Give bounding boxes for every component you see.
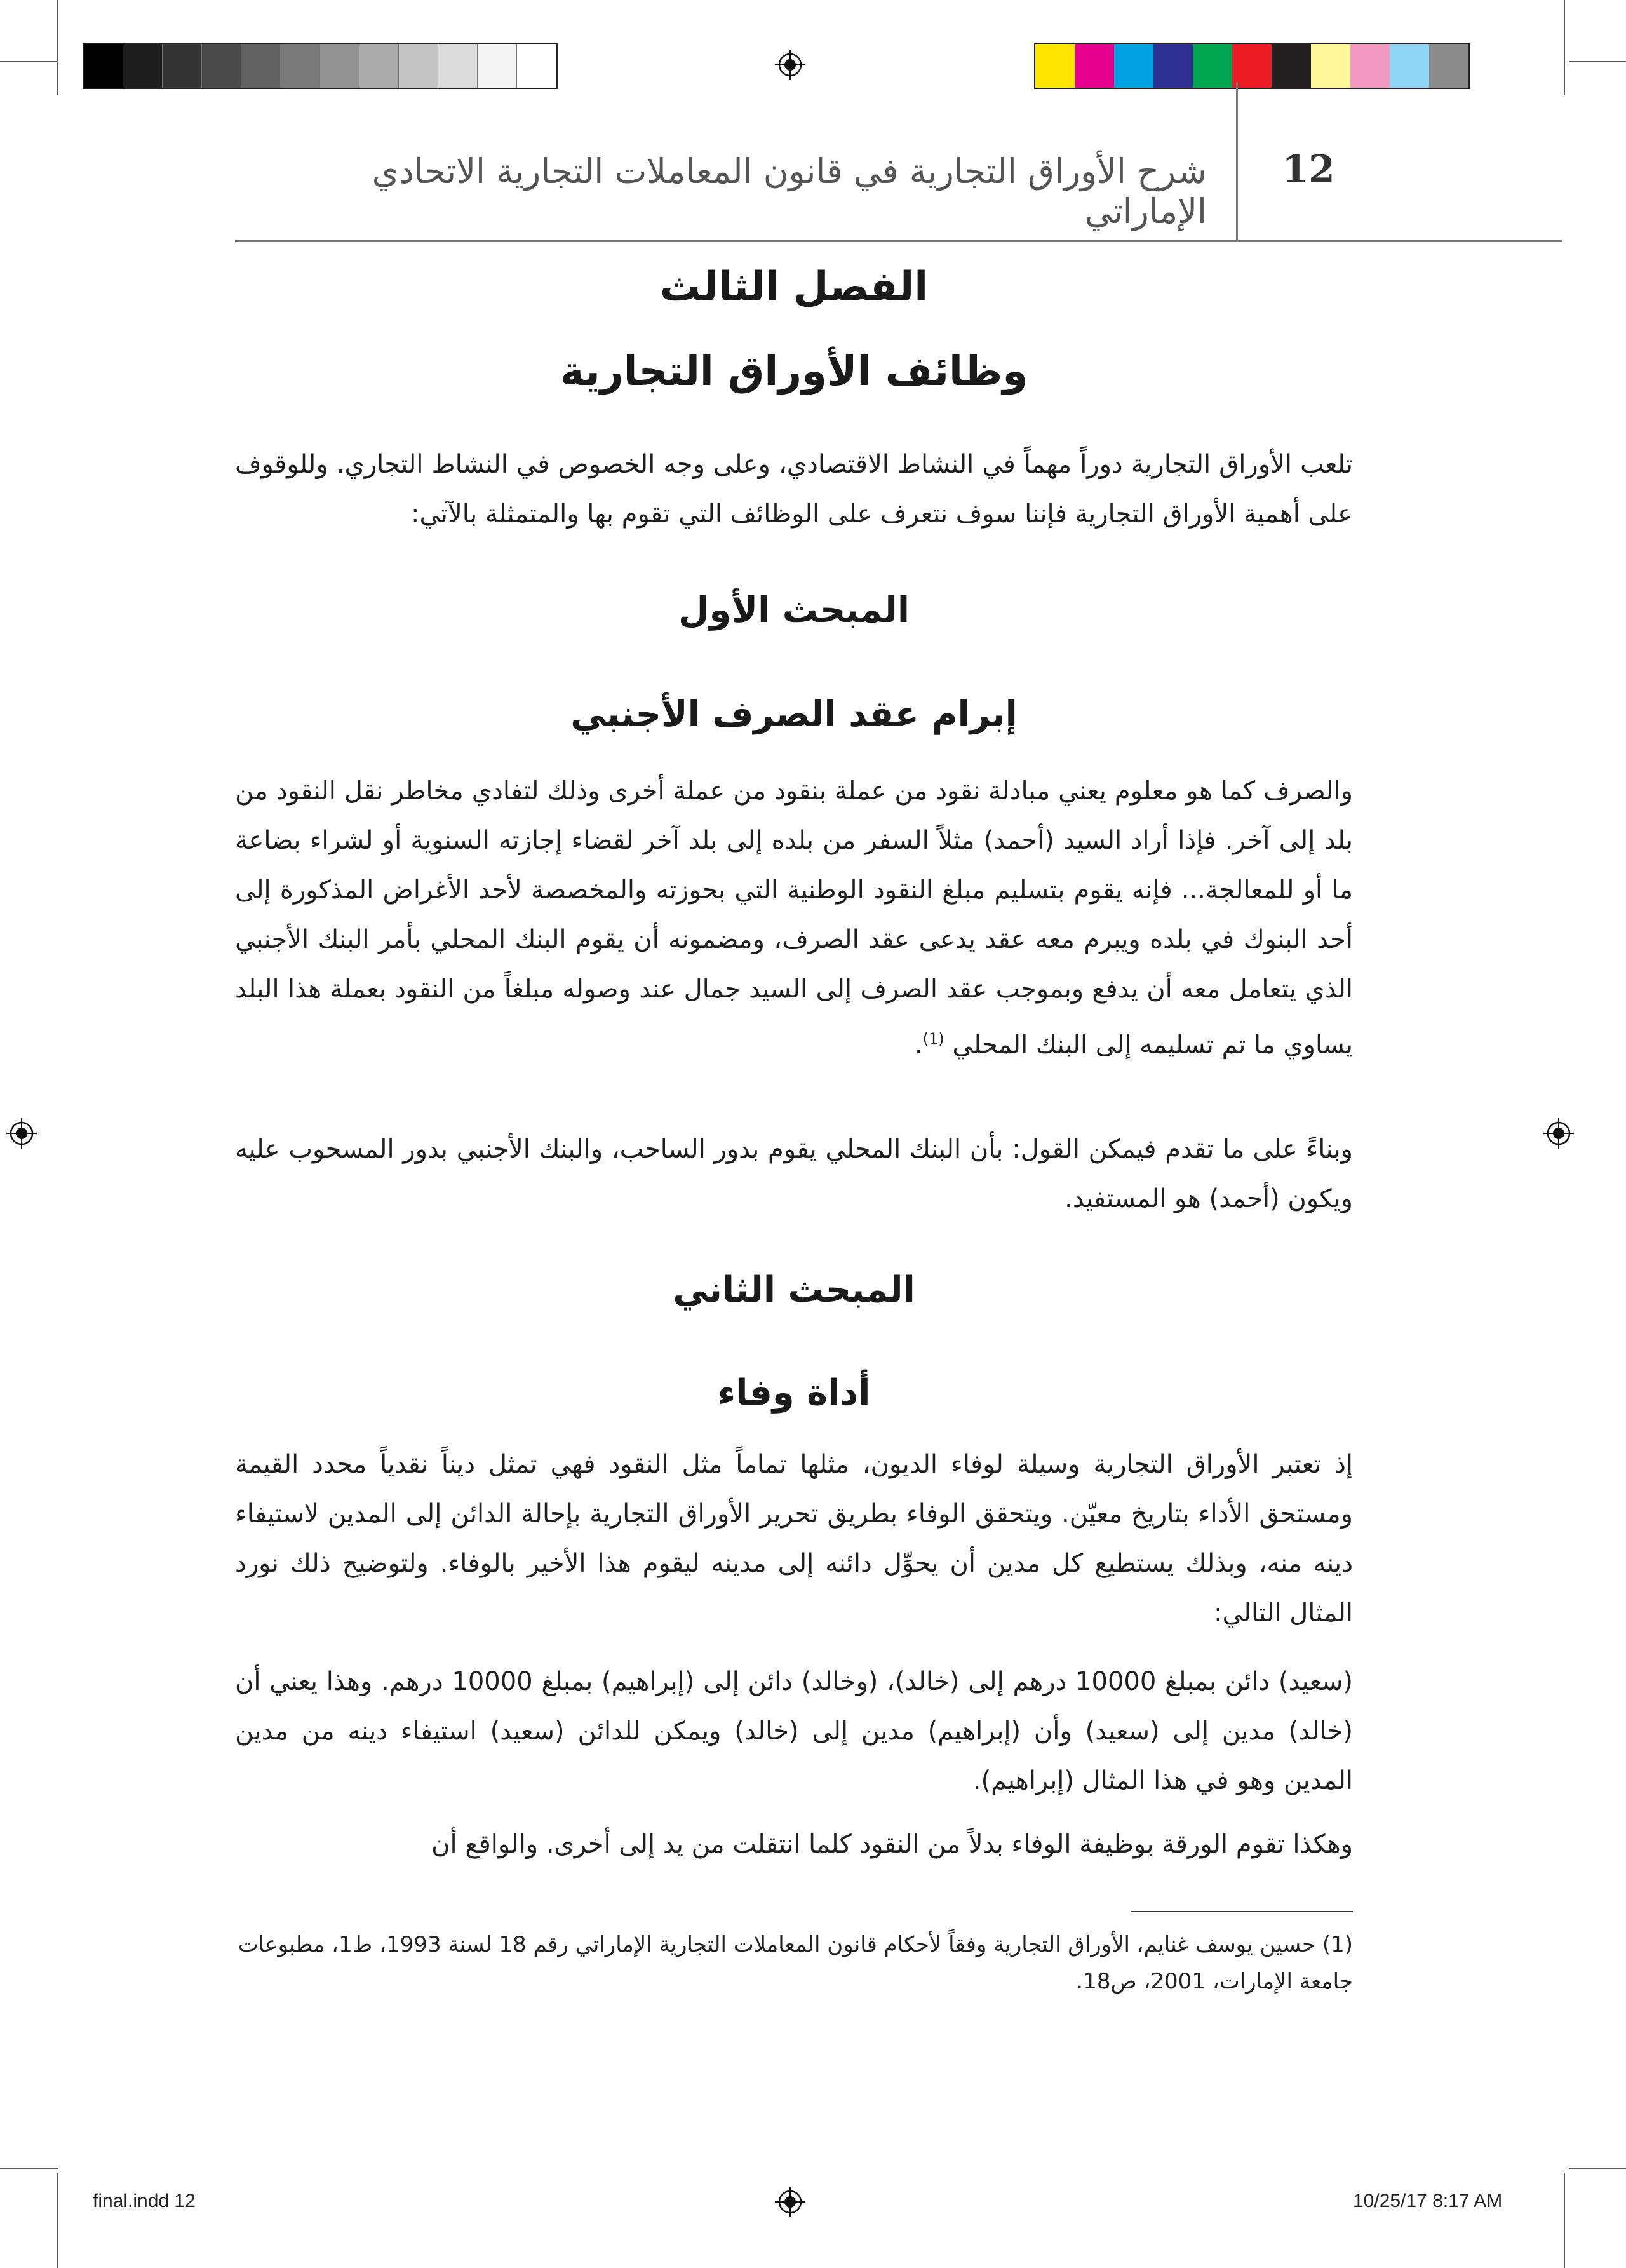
paragraph-text: والصرف كما هو معلوم يعني مبادلة نقود من عملة بنقود من عملة أخرى وذلك لتفادي مخاطر نقل النقود من بلد إلى آخر. فإذا أراد السيد (أحمد) مثلاً السفر من بلده إلى بلد آخر لقضاء إجازته السنوية أو لشراء بضاعة ما أو للمعالجة... فإنه يقوم بتسليم مبلغ النقود الوطنية التي بحوزته والمخصصة لأحد الأغراض المذكورة إلى أحد البنوك في بلده ويبرم معه عقد يدعى عقد الصرف، ومضمونه أن يقوم البنك المحلي بأمر البنك الأجنبي الذي يتعامل معه أن يدفع وبموجب عقد الصرف إلى السيد جمال عند وصوله مبلغاً من النقود بعملة هذا البلد يساوي ما تم تسليمه إلى البنك المحلي	[235, 776, 1353, 1060]
color-swatch	[1272, 44, 1311, 88]
color-swatch	[1193, 44, 1232, 88]
registration-mark-icon	[1543, 1118, 1574, 1149]
crop-mark	[0, 2168, 58, 2169]
section1-paragraph-1	[235, 766, 1353, 1069]
footnote-separator	[1131, 1911, 1353, 1912]
footnote	[235, 1926, 1353, 2000]
footnote-reference: (1)	[922, 1030, 944, 1048]
crop-mark	[57, 0, 58, 95]
gray-swatch	[84, 44, 123, 88]
color-swatch	[1035, 44, 1075, 88]
color-swatch	[1153, 44, 1193, 88]
chapter-title: وظائف الأوراق التجارية	[560, 348, 1028, 395]
gray-swatch	[123, 44, 163, 88]
color-swatch	[1232, 44, 1272, 88]
color-swatch	[1429, 44, 1468, 88]
registration-mark-icon	[6, 1118, 37, 1149]
section2-paragraph-1: إذ تعتبر الأوراق التجارية وسيلة لوفاء الديون، مثلها تماماً مثل النقود فهي تمثل ديناً نقدياً محدد القيمة ومستحق الأداء بتاريخ معيّن. ويتحقق الوفاء بطريق تحرير الأوراق التجارية بإحالة الدائن إلى المدين لاستيفاء دينه منه، وبذلك يستطيع كل مدين أن يحوِّل دائنه إلى مدينه ليقوم هذا الأخير بالوفاء. ولتوضيح ذلك نورد المثال التالي:	[235, 1450, 1353, 1628]
process-color-bar	[1034, 43, 1470, 89]
gray-swatch	[320, 44, 359, 88]
gray-swatch	[517, 44, 556, 88]
gray-swatch	[399, 44, 438, 88]
gray-swatch	[241, 44, 281, 88]
header-divider	[1236, 83, 1238, 241]
gray-swatch	[438, 44, 478, 88]
paragraph-end-period: .	[914, 1030, 923, 1060]
intro-paragraph: تلعب الأوراق التجارية دوراً مهماً في النشاط الاقتصادي، وعلى وجه الخصوص في النشاط التجاري. وللوقوف على أهمية الأوراق التجارية فإننا سوف نتعرف على الوظائف التي تقوم بها والمتمثلة بالآتي:	[235, 450, 1353, 529]
running-header-title: شرح الأوراق التجارية في قانون المعاملات التجارية الاتحادي الإماراتي	[372, 151, 1207, 231]
section1-label: المبحث الأول	[678, 590, 910, 631]
crop-mark	[1569, 2168, 1626, 2169]
gray-swatch	[478, 44, 517, 88]
crop-mark	[1564, 2173, 1565, 2268]
color-swatch	[1075, 44, 1114, 88]
color-swatch	[1350, 44, 1390, 88]
header-rule	[235, 240, 1562, 242]
grayscale-color-bar	[83, 43, 558, 89]
crop-mark	[1569, 61, 1626, 62]
crop-mark	[0, 61, 58, 62]
crop-mark	[57, 2173, 58, 2268]
color-swatch	[1390, 44, 1429, 88]
section2-label: المبحث الثاني	[673, 1269, 915, 1311]
slug-datetime: 10/25/17 8:17 AM	[1353, 2190, 1503, 2211]
section1-title: إبرام عقد الصرف الأجنبي	[570, 694, 1018, 735]
section2-title: أداة وفاء	[717, 1372, 871, 1414]
gray-swatch	[359, 44, 399, 88]
color-swatch	[1311, 44, 1350, 88]
footnote-text: حسين يوسف غنايم، الأوراق التجارية وفقاً لأحكام قانون المعاملات التجارية الإماراتي رقم 18 لسنة 1993، ط1، مطبوعات جامعة الإمارات، 2001، ص18.	[238, 1932, 1353, 1994]
color-swatch	[1114, 44, 1153, 88]
section1-paragraph-2: وبناءً على ما تقدم فيمكن القول: بأن البنك المحلي يقوم بدور الساحب، والبنك الأجنبي بدور المسحوب عليه ويكون (أحمد) هو المستفيد.	[235, 1135, 1353, 1213]
section2-paragraph-3: وهكذا تقوم الورقة بوظيفة الوفاء بدلاً من النقود كلما انتقلت من يد إلى أخرى. والواقع أن	[431, 1830, 1353, 1859]
section2-paragraph-2: (سعيد) دائن بمبلغ 10000 درهم إلى (خالد)، (وخالد) دائن إلى (إبراهيم) بمبلغ 10000 درهم. وهذا يعني أن (خالد) مدين إلى (سعيد) وأن (إبراهيم) مدين إلى (خالد) ويمكن للدائن (سعيد) استيفاء دينه من مدين المدين وهو في هذا المثال (إبراهيم).	[235, 1667, 1353, 1795]
chapter-label: الفصل الثالث	[659, 264, 929, 311]
slug-filename: final.indd 12	[93, 2190, 196, 2211]
footnote-number: (1)	[1322, 1932, 1353, 1957]
page-number: 12	[1282, 147, 1335, 192]
gray-swatch	[163, 44, 202, 88]
registration-mark-icon	[775, 2187, 805, 2217]
registration-mark-icon	[775, 50, 805, 80]
gray-swatch	[281, 44, 320, 88]
gray-swatch	[202, 44, 241, 88]
crop-mark	[1564, 0, 1565, 95]
